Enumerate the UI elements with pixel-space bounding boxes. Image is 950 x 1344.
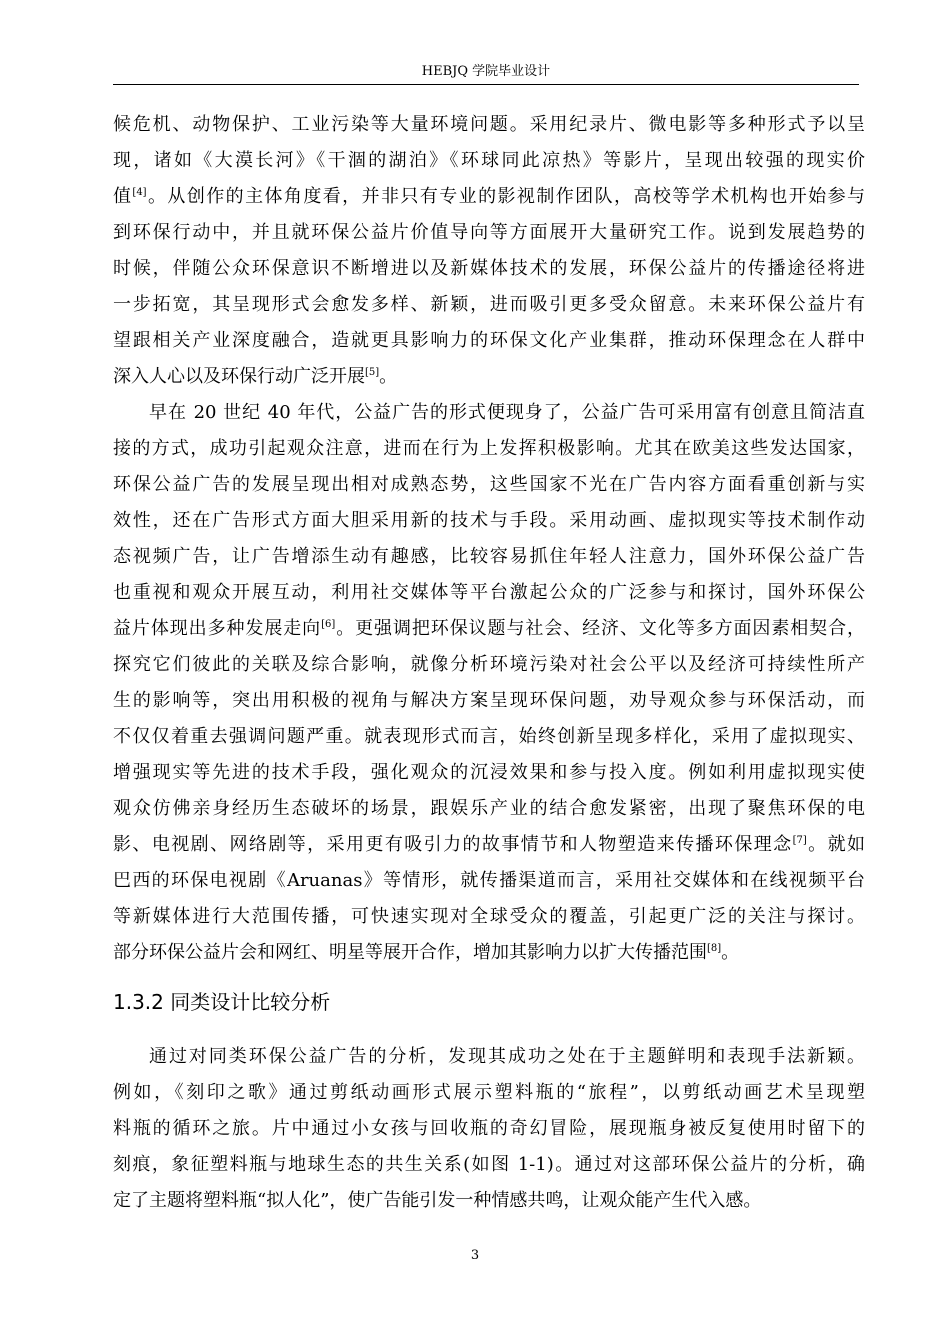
text-line: 刻痕，象征塑料瓶与地球生态的共生关系(如图 1-1)。通过对这部环保公益片的分析，确: [113, 1154, 865, 1175]
text-line: 定了主题将塑料瓶“拟人化”，使广告能引发一种情感共鸣，让观众能产生代入感。: [113, 1190, 762, 1211]
text-span: 。就如: [806, 834, 865, 855]
text-line: 巴西的环保电视剧《Aruanas》等情形，就传播渠道而言，采用社交媒体和在线视频平台: [113, 870, 865, 891]
text-line: 现，诸如《大漠长河》《干涸的湖泊》《环球同此凉热》等影片，呈现出较强的现实价: [113, 150, 865, 171]
text-span: 。: [379, 366, 398, 387]
text-line: 望跟相关产业深度融合，造就更具影响力的环保文化产业集群，推动环保理念在人群中: [113, 330, 865, 351]
page-header: [113, 64, 859, 85]
text-line: 早在 20 世纪 40 年代，公益广告的形式便现身了，公益广告可采用富有创意且简洁直: [149, 402, 865, 423]
citation-ref: [5]: [365, 367, 380, 378]
citation-ref: [6]: [321, 619, 336, 630]
text-line: 到环保行动中，并且就环保公益片价值导向等方面展开大量研究工作。说到发展趋势的: [113, 222, 865, 243]
paragraph-1: [113, 107, 865, 395]
text-span: 部分环保公益片会和网红、明星等展开合作，增加其影响力以扩大传播范围: [113, 942, 707, 963]
text-span: 。更强调把环保议题与社会、经济、文化等多方面因素相契合，: [335, 618, 865, 639]
text-line: [113, 359, 865, 395]
text-span: 值: [113, 186, 133, 207]
text-line: 效性，还在广告形式方面大胆采用新的技术与手段。采用动画、虚拟现实等技术制作动: [113, 510, 865, 531]
section-heading: 1.3.2 同类设计比较分析: [113, 990, 331, 1014]
citation-ref: [4]: [132, 187, 147, 198]
text-line: 增强现实等先进的技术手段，强化观众的沉浸效果和参与投入度。例如利用虚拟现实使: [113, 762, 865, 783]
header-title: HEBJQ 学院毕业设计: [421, 64, 551, 79]
text-line: 探究它们彼此的关联及综合影响，就像分析环境污染对社会公平以及经济可持续性所产: [113, 654, 865, 675]
citation-ref: [8]: [707, 943, 722, 954]
page-number: 3: [470, 1248, 480, 1263]
text-span: 益片体现出多种发展走向: [113, 618, 322, 639]
text-span: 深入人心以及环保行动广泛开展: [113, 366, 365, 387]
paragraph-3: [113, 1039, 865, 1219]
text-line: 料瓶的循环之旅。片中通过小女孩与回收瓶的奇幻冒险，展现瓶身被反复使用时留下的: [113, 1118, 865, 1139]
text-line: 等新媒体进行大范围传播，可快速实现对全球受众的覆盖，引起更广泛的关注与探讨。: [113, 906, 865, 927]
text-line: 观众仿佛亲身经历生态破坏的场景，跟娱乐产业的结合愈发紧密，出现了聚焦环保的电: [113, 798, 865, 819]
text-line: [113, 935, 865, 971]
text-line: [113, 827, 865, 863]
text-line: 例如，《刻印之歌》通过剪纸动画形式展示塑料瓶的“旅程”，以剪纸动画艺术呈现塑: [113, 1082, 865, 1103]
text-line: 不仅仅着重去强调问题严重。就表现形式而言，始终创新呈现多样化，采用了虚拟现实、: [113, 726, 865, 747]
text-line: 候危机、动物保护、工业污染等大量环境问题。采用纪录片、微电影等多种形式予以呈: [113, 114, 865, 135]
text-line: 时候，伴随公众环保意识不断增进以及新媒体技术的发展，环保公益片的传播途径将进: [113, 258, 865, 279]
text-line: 环保公益广告的发展呈现出相对成熟态势，这些国家不光在广告内容方面看重创新与实: [113, 474, 865, 495]
text-span: 。从创作的主体角度看，并非只有专业的影视制作团队，高校等学术机构也开始参与: [146, 186, 865, 207]
text-line: 生的影响等，突出用积极的视角与解决方案呈现环保问题，劝导观众参与环保活动，而: [113, 690, 865, 711]
citation-ref: [7]: [792, 835, 807, 846]
text-line: 态视频广告，让广告增添生动有趣感，比较容易抓住年轻人注意力，国外环保公益广告: [113, 546, 865, 567]
text-line: 一步拓宽，其呈现形式会愈发多样、新颖，进而吸引更多受众留意。未来环保公益片有: [113, 294, 865, 315]
document-body: [113, 107, 865, 1219]
text-span: 。: [721, 942, 740, 963]
text-span: 影、电视剧、网络剧等，采用更有吸引力的故事情节和人物塑造来传播环保理念: [113, 834, 793, 855]
text-line: 也重视和观众开展互动，利用社交媒体等平台激起公众的广泛参与和探讨，国外环保公: [113, 582, 865, 603]
paragraph-2: [113, 395, 865, 971]
text-line: [113, 611, 865, 647]
text-line: [113, 179, 865, 215]
text-line: 接的方式，成功引起观众注意，进而在行为上发挥积极影响。尤其在欧美这些发达国家，: [113, 438, 865, 459]
text-line: 通过对同类环保公益广告的分析，发现其成功之处在于主题鲜明和表现手法新颖。: [149, 1046, 865, 1067]
